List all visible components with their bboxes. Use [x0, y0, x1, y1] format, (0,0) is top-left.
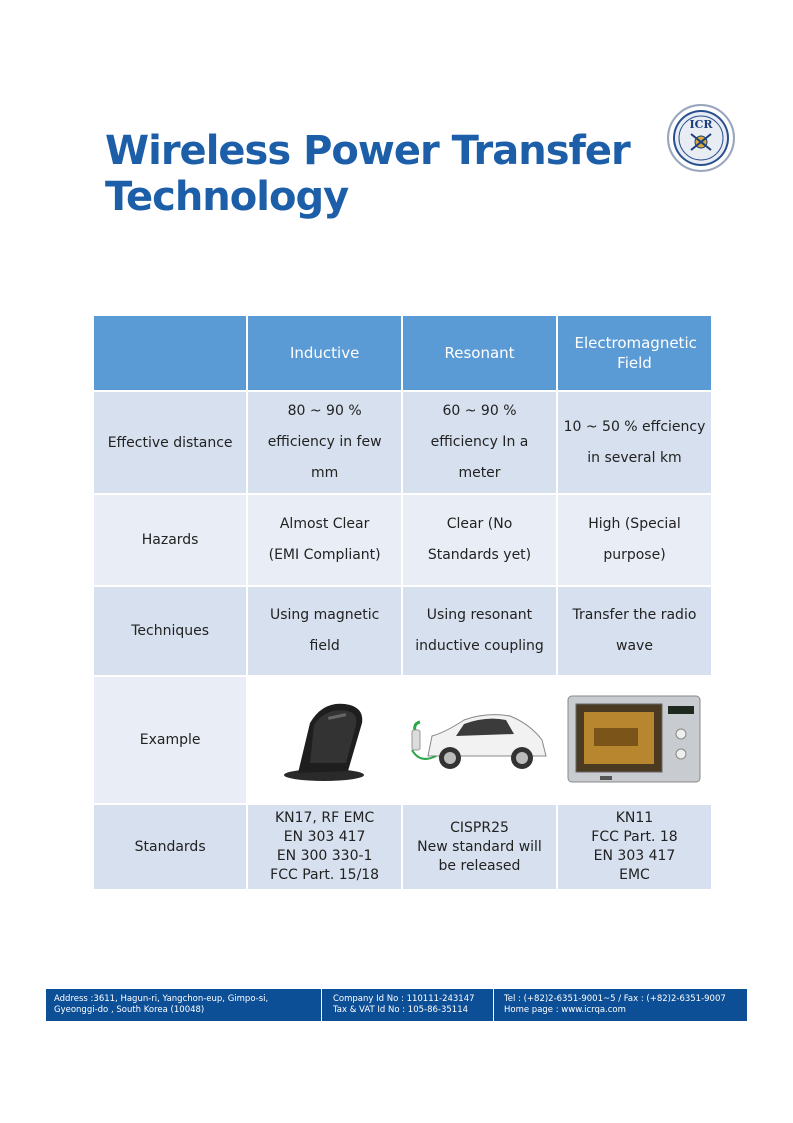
table-cell: Transfer the radio wave [558, 587, 711, 675]
row-label-standards: Standards [94, 805, 246, 889]
table-cell: CISPR25 New standard will be released [403, 805, 556, 889]
table-header-row [94, 316, 711, 390]
comparison-table [92, 314, 713, 891]
table-cell: Almost Clear (EMI Compliant) [248, 495, 401, 585]
title-line-2: Technology [105, 174, 349, 220]
table-cell: 60 ~ 90 % efficiency In a meter [403, 392, 556, 493]
row-label-techniques: Techniques [94, 587, 246, 675]
footer-contact: Tel : (+82)2-6351-9001~5 / Fax : (+82)2-6351-9007 Home page : www.icrqa.com [504, 994, 744, 1016]
icr-logo [667, 104, 735, 172]
footer-company-ids: Company Id No : 110111-243147 Tax & VAT Id No : 105-86-35114 [333, 994, 475, 1015]
wireless-charger-image [258, 693, 391, 787]
homepage-link[interactable]: Home page : www.icrqa.com [504, 1005, 626, 1015]
row-label-example: Example [94, 677, 246, 803]
table-row [94, 587, 711, 675]
table-cell [248, 677, 401, 803]
column-header-inductive: Inductive [248, 316, 401, 390]
table-cell: Using resonant inductive coupling [403, 587, 556, 675]
table-row [94, 677, 711, 803]
row-label-hazards: Hazards [94, 495, 246, 585]
row-label-effective-distance: Effective distance [94, 392, 246, 493]
table-cell: 10 ~ 50 % effciency in several km [558, 392, 711, 493]
electric-car-image [406, 694, 554, 786]
table-cell [403, 677, 556, 803]
table-cell: Using magnetic field [248, 587, 401, 675]
table-cell: 80 ~ 90 % efficiency in few mm [248, 392, 401, 493]
title-line-1: Wireless Power Transfer [105, 128, 630, 174]
page-footer [46, 989, 747, 1021]
table-cell: KN17, RF EMC EN 303 417 EN 300 330-1 FCC Part. 15/18 [248, 805, 401, 889]
page-title [105, 128, 645, 220]
table-cell: Clear (No Standards yet) [403, 495, 556, 585]
header-corner-cell [94, 316, 246, 390]
table-cell: KN11 FCC Part. 18 EN 303 417 EMC [558, 805, 711, 889]
column-header-electromagnetic: Electromagnetic Field [558, 316, 711, 390]
column-header-resonant: Resonant [403, 316, 556, 390]
footer-divider [321, 989, 322, 1021]
table-row [94, 495, 711, 585]
footer-divider [493, 989, 494, 1021]
footer-address: Address :3611, Hagun-ri, Yangchon-eup, Gimpo-si, Gyeonggi-do , South Korea (10048) [54, 994, 269, 1015]
svg-text:ICR: ICR [689, 118, 713, 131]
microwave-oven-image [564, 692, 704, 788]
table-row [94, 805, 711, 889]
table-cell [558, 677, 711, 803]
table-cell: High (Special purpose) [558, 495, 711, 585]
table-row [94, 392, 711, 493]
